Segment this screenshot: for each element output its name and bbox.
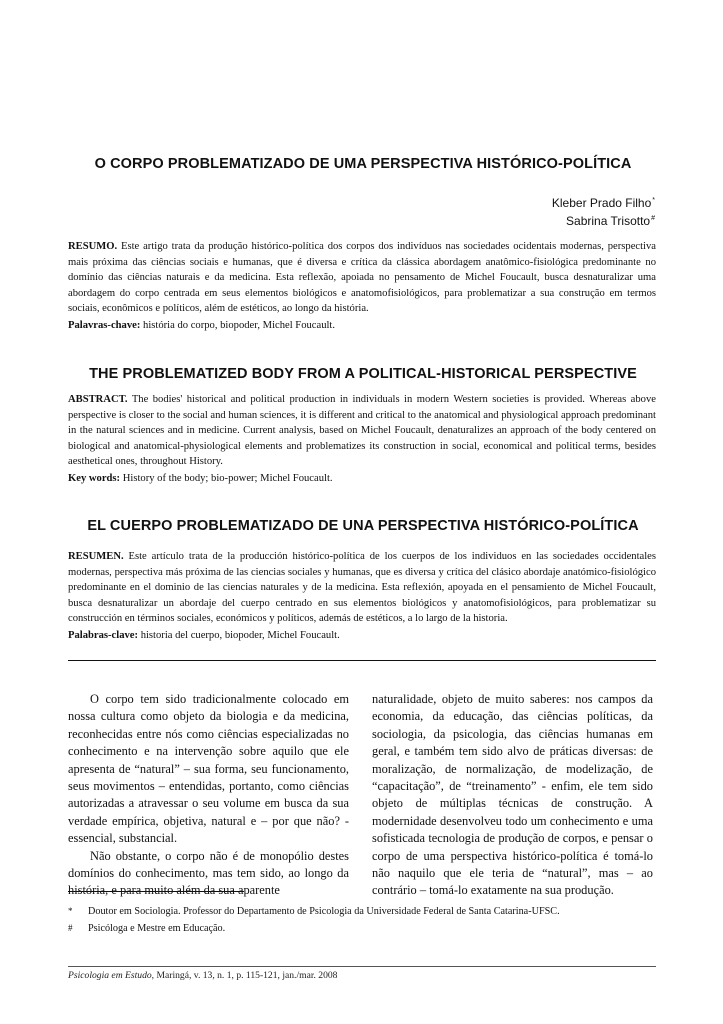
abstract-block (68, 392, 656, 486)
author-1-footnote-mark[interactable]: * (652, 197, 655, 204)
resumen-keywords-text: historia del cuerpo, biopoder, Michel Foucault. (140, 629, 340, 641)
body-paragraph-2: Não obstante, o corpo não é de monopólio destes domínios do conhecimento, mas tem sido, ao longo da história, e para muito além da sua aparente (68, 848, 349, 898)
author-2 (552, 211, 655, 229)
resumo-keywords-text: história do corpo, biopoder, Michel Foucault. (143, 319, 336, 331)
resumo-keywords (68, 318, 656, 334)
resumo-text: Este artigo trata da produção histórico-política dos corpos dos indivíduos nas sociedades ocidentais modernas, perspectiva mais próxima das ciências sociais e humanas, que é diversa e crítica da clássica abordagem anatômico-fisiológica predominante no domínio das ciências naturais e da medicina. Esta reflexão, apoiada no pensamento de Michel Foucault, busca desnaturalizar uma abordagem do corpo centrada em seus elementos biológicos e anatomofisiológicos, para problematizar a sua construção em termos sociais, econômicos e políticos, além de estéticos, ao longo da história. (68, 241, 656, 314)
abstract-label: ABSTRACT. (68, 394, 128, 405)
footnote-1-mark: * (68, 906, 73, 916)
footnote-1-text: Doutor em Sociologia. Professor do Departamento de Psicologia da Universidade Federal de Santa Catarina-UFSC. (88, 906, 560, 917)
abstract-keywords-label: Key words: (68, 472, 121, 484)
resumen-paragraph (68, 549, 656, 627)
title-english: THE PROBLEMATIZED BODY FROM A POLITICAL-HISTORICAL PERSPECTIVE (89, 366, 637, 382)
footer-divider (68, 966, 656, 967)
abstract-keywords (68, 471, 656, 487)
author-1 (552, 193, 655, 211)
footnote-2-text: Psicóloga e Mestre em Educação. (88, 923, 226, 934)
resumen-label: RESUMEN. (68, 551, 124, 562)
resumo-block (68, 239, 656, 333)
resumen-block (68, 549, 656, 643)
body-paragraph-1: O corpo tem sido tradicionalmente colocado em nossa cultura como objeto da biologia e da medicina, reconhecidas entre nós como ciências especializadas no conhecimento e na intervenção sobre aquilo que ele apresenta de “natural” – sua forma, seu funcionamento, seus movimentos – entendidas, portanto, como ciências autorizadas a atravessar o seu volume em busca da sua verdade empírica, objetiva, natural e – por que não? - essencial, substancial. (68, 692, 349, 846)
title-portuguese: O CORPO PROBLEMATIZADO DE UMA PERSPECTIVA HISTÓRICO-POLÍTICA (94, 156, 632, 172)
section-divider (68, 660, 656, 661)
footnote-2 (68, 920, 656, 937)
abstract-text: The bodies' historical and political production in individuals in modern Western societies is provided. Whereas above perspective is closer to the social and human sciences, it is different and critical to the anatomical and physiological approach predominant in the natural sciences and in medicine. Current analysis, based on Michel Foucault, denaturalizes an approach of the body centered on biological and anatomical-physiological elements and problematizes its construction in social, economical and political terms, besides aesthetical ones, throughout History. (68, 394, 656, 467)
body-column-right (372, 691, 653, 900)
footnote-2-mark: # (68, 923, 73, 933)
resumen-text: Este artículo trata de la producción histórico-política de los cuerpos de los individuos en las sociedades occidentales modernas, perspectiva más próxima de las ciencias sociales y humanas, que es diversa y crítica del clásico abordaje anatómico-fisiológico predominante en el dominio de las ciencias naturales y de la medicina. Esta reflexión, apoyada en el pensamiento de Michel Foucault, busca desnaturalizar un abordaje del cuerpo centrado en sus elementos biológicos y anatomofisiológicos, para problematizar su construcción en términos sociales, económicos y políticos, además de estéticos, a lo largo de la historia. (68, 551, 656, 624)
body-column-left (68, 691, 349, 900)
journal-citation: , Maringá, v. 13, n. 1, p. 115-121, jan./mar. 2008 (151, 970, 338, 981)
author-list (552, 193, 655, 229)
title-spanish: EL CUERPO PROBLEMATIZADO DE UNA PERSPECTIVA HISTÓRICO-POLÍTICA (87, 518, 639, 534)
journal-name: Psicologia em Estudo (68, 970, 152, 981)
footnotes (68, 903, 656, 937)
body-paragraph-2-continued: naturalidade, objeto de muito saberes: nos campos da economia, da educação, das ciências políticas, da sociologia, da psicologia, das ciências humanas em geral, e também tem sido alvo de práticas diversas: de moralização, de normalização, de modelização, de “capacitação”, de “treinamento” - enfim, ele tem sido objeto de múltiplas técnicas de construção. A modernidade desenvolveu todo um conhecimento e uma sofisticada tecnologia de produção de corpos, e pensar o corpo de uma perspectiva histórico-política é tomá-lo não naquilo que ele teria de “natural”, mas – ao contrário – tomá-lo exatamente na sua produção. (372, 692, 653, 898)
resumo-paragraph (68, 239, 656, 317)
author-1-name: Kleber Prado Filho (551, 196, 652, 210)
resumo-keywords-label: Palavras-chave: (68, 319, 141, 331)
journal-footer (68, 970, 337, 981)
author-2-footnote-mark[interactable]: # (651, 215, 655, 222)
abstract-keywords-text: History of the body; bio-power; Michel Foucault. (122, 472, 333, 484)
resumo-label: RESUMO. (68, 241, 118, 252)
footnote-1 (68, 903, 656, 920)
resumen-keywords (68, 628, 656, 644)
author-2-name: Sabrina Trisotto (566, 214, 651, 228)
abstract-paragraph (68, 392, 656, 470)
footnote-divider (68, 891, 244, 892)
resumen-keywords-label: Palabras-clave: (68, 629, 139, 641)
